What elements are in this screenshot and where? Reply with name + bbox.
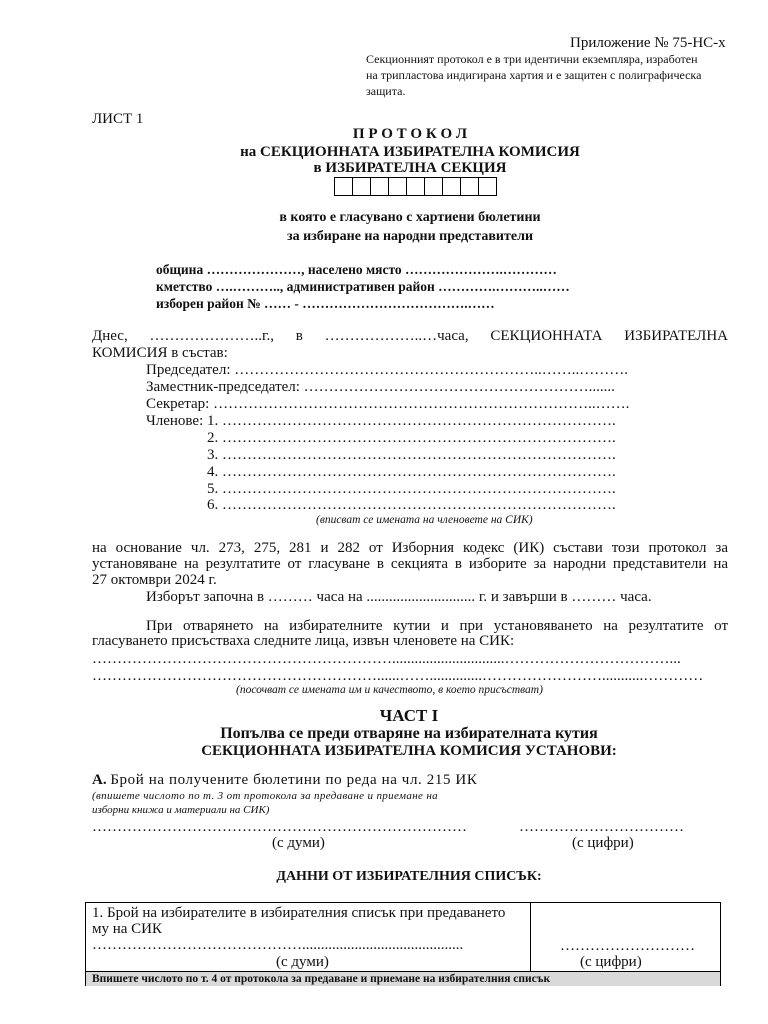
digits-label: (с цифри): [572, 835, 634, 851]
table-divider: [530, 903, 531, 971]
ballots-words-field[interactable]: …………………………………………………………………: [92, 819, 467, 835]
digit-box[interactable]: [424, 177, 443, 196]
table-footer-note: [86, 971, 720, 986]
voting-hours-line[interactable]: Изборът започна в ……… часа на ............................. г. и завърши в ……… часа.: [146, 589, 652, 605]
voters-digits-field[interactable]: ………………………: [560, 938, 695, 954]
sheet-label: ЛИСТ 1: [92, 111, 144, 127]
mayoralty-line[interactable]: кметство ….……….., административен район ………….………..……: [156, 279, 570, 294]
member-line-5[interactable]: 5. …………………………………………………………………….: [207, 481, 616, 497]
ballots-digits-field[interactable]: ……………………………: [519, 819, 684, 835]
table-footer-text: Впишете числото по т. 4 от протокола за предаване и приемане на избирателния списък: [92, 973, 551, 985]
member-line-1[interactable]: Членове: 1. …………………………………………………………………….: [146, 413, 616, 429]
copies-note-line: Секционният протокол е в три идентични екземпляра, изработен: [366, 52, 698, 66]
protocol-title: П Р О Т О К О Л: [352, 126, 468, 142]
digit-box[interactable]: [352, 177, 371, 196]
row-text-line-2: му на СИК: [92, 921, 163, 937]
present-line-2: гласуването присъстваха следните лица, извън членовете на СИК:: [92, 633, 515, 649]
intro-line-2: КОМИСИЯ в състав:: [92, 345, 228, 361]
voter-list-table: [85, 902, 721, 986]
section-a: [92, 772, 477, 789]
ballot-type: в която е гласувано с хартиени бюлетини: [279, 210, 541, 225]
table-words-label: (с думи): [276, 954, 329, 970]
present-dots-1[interactable]: ……………………………………………………..............................……………………………...: [92, 651, 681, 667]
part-title: ЧАСТ I: [379, 706, 439, 725]
copies-note-line: на трипластова индигирана хартия и е защитен с полиграфическа: [366, 68, 702, 82]
row-text-line-1: 1. Брой на избирателите в избирателния списък при предаването: [92, 905, 506, 921]
table-digits-label: (с цифри): [580, 954, 642, 970]
municipality-line[interactable]: община …………………, населено място ………………….…………: [156, 262, 557, 277]
copies-note-line: защита.: [366, 84, 406, 98]
present-dots-2[interactable]: …………………………………………………......……..............……………………...........…………: [92, 668, 704, 684]
section-a-text: Брой на получените бюлетини по реда на чл. 215 ИК: [110, 772, 478, 788]
section-title: в ИЗБИРАТЕЛНА СЕКЦИЯ: [313, 160, 507, 176]
commission-title: на СЕКЦИОННАТА ИЗБИРАТЕЛНА КОМИСИЯ: [240, 144, 580, 160]
chair-line[interactable]: Председател: ……………………………………………………..……..……….: [146, 362, 628, 378]
deputy-chair-line[interactable]: Заместник-председател: ………………………………………………….......: [146, 379, 615, 395]
section-a-note-2: изборни книжа и материали на СИК): [92, 804, 270, 816]
part-subtitle: Попълва се преди отваряне на избирателната кутия: [220, 725, 598, 742]
section-a-label: А.: [92, 772, 107, 788]
basis-line: установяване на резултатите от гласуване в секцията в изборите за народни представители на: [92, 556, 728, 572]
digit-box[interactable]: [406, 177, 425, 196]
voter-list-title: ДАННИ ОТ ИЗБИРАТЕЛНИЯ СПИСЪК:: [276, 869, 542, 884]
intro-line: Днес, …………………..г., в ………………..…часа, СЕКЦИОННАТА ИЗБИРАТЕЛНА: [92, 328, 728, 344]
digit-box[interactable]: [478, 177, 497, 196]
secretary-line[interactable]: Секретар: …………………………………………………………………..…….: [146, 396, 630, 412]
basis-line: на основание чл. 273, 275, 281 и 282 от Изборния кодекс (ИК) състави този протокол за: [92, 540, 728, 556]
members-note: (вписват се имената на членовете на СИК): [316, 514, 533, 526]
digit-box[interactable]: [442, 177, 461, 196]
election-date: 27 октомври 2024 г.: [92, 572, 217, 588]
present-line: При отварянето на избирателните кутии и при установяването на резултатите от: [146, 618, 728, 634]
member-line-6[interactable]: 6. …………………………………………………………………….: [207, 497, 616, 513]
voters-words-field[interactable]: ……………………………………...........................................: [92, 937, 464, 953]
member-line-4[interactable]: 4. …………………………………………………………………….: [207, 464, 616, 480]
commission-established: СЕКЦИОННАТА ИЗБИРАТЕЛНА КОМИСИЯ УСТАНОВИ:: [201, 743, 617, 759]
member-line-3[interactable]: 3. …………………………………………………………………….: [207, 447, 616, 463]
words-label: (с думи): [272, 835, 325, 851]
appendix-number: Приложение № 75-НС-х: [570, 35, 726, 51]
digit-box[interactable]: [460, 177, 479, 196]
copies-note: [366, 51, 736, 99]
member-line-2[interactable]: 2. …………………………………………………………………….: [207, 430, 616, 446]
digit-box[interactable]: [334, 177, 353, 196]
digit-box[interactable]: [388, 177, 407, 196]
district-line[interactable]: изборен район № …… - ……………………………….……: [156, 296, 495, 311]
election-type: за избиране на народни представители: [286, 229, 534, 244]
present-note: (посочват се имената им и качеството, в което присъстват): [236, 684, 543, 696]
section-number-boxes[interactable]: [334, 177, 496, 196]
section-a-note-1: (впишете числото по т. 3 от протокола за предаване и приемане на: [92, 790, 438, 802]
digit-box[interactable]: [370, 177, 389, 196]
